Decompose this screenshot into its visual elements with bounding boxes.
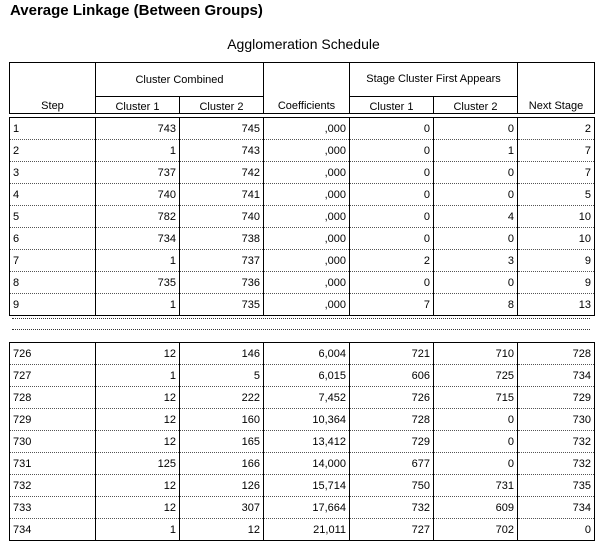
- table-cell: 1: [96, 140, 180, 162]
- table-cell: 677: [350, 453, 434, 475]
- table-cell: 782: [96, 206, 180, 228]
- column-group-cluster-combined: Cluster Combined: [96, 63, 264, 97]
- table-cell: 160: [180, 409, 264, 431]
- table-cell: 1: [96, 294, 180, 316]
- table-cell: 0: [350, 228, 434, 250]
- table-row: [10, 228, 595, 250]
- table-header: [9, 62, 595, 114]
- table-cell: 743: [96, 118, 180, 140]
- table-cell: 606: [350, 365, 434, 387]
- table-cell: 1: [10, 118, 96, 140]
- table-cell: 1: [96, 250, 180, 272]
- table-cell: 0: [434, 184, 518, 206]
- table-cell: ,000: [264, 228, 350, 250]
- table-cell: 5: [10, 206, 96, 228]
- table-cell: 734: [518, 497, 595, 519]
- table-cell: 726: [10, 343, 96, 365]
- table-cell: 745: [180, 118, 264, 140]
- table-cell: 7: [10, 250, 96, 272]
- table-cell: 730: [518, 409, 595, 431]
- table-cell: 735: [96, 272, 180, 294]
- table-cell: 5: [180, 365, 264, 387]
- table-cell: 735: [518, 475, 595, 497]
- table-cell: 15,714: [264, 475, 350, 497]
- table-cell: 12: [96, 475, 180, 497]
- table-cell: 734: [96, 228, 180, 250]
- table-row: [10, 453, 595, 475]
- table-cell: 732: [518, 431, 595, 453]
- table-cell: 7: [518, 140, 595, 162]
- table-cell: 12: [96, 497, 180, 519]
- table-cell: 2: [10, 140, 96, 162]
- table-cell: 1: [96, 365, 180, 387]
- table-cell: 17,664: [264, 497, 350, 519]
- table-cell: 0: [434, 453, 518, 475]
- table-cell: 10: [518, 206, 595, 228]
- table-cell: 14,000: [264, 453, 350, 475]
- table-body-top: [9, 117, 595, 316]
- table-cell: 0: [350, 118, 434, 140]
- table-cell: 731: [434, 475, 518, 497]
- table-cell: 730: [10, 431, 96, 453]
- table-cell: 725: [434, 365, 518, 387]
- table-cell: 3: [10, 162, 96, 184]
- table-cell: 12: [96, 431, 180, 453]
- table-cell: 737: [180, 250, 264, 272]
- table-cell: 8: [434, 294, 518, 316]
- column-header-cluster1: Cluster 1: [96, 97, 180, 114]
- table-cell: 5: [518, 184, 595, 206]
- table-row: [10, 475, 595, 497]
- table-cell: 710: [434, 343, 518, 365]
- table-cell: ,000: [264, 250, 350, 272]
- table-row: [10, 118, 595, 140]
- table-cell: 740: [96, 184, 180, 206]
- table-cell: 721: [350, 343, 434, 365]
- table-cell: ,000: [264, 206, 350, 228]
- table-cell: 729: [518, 387, 595, 409]
- table-cell: 1: [434, 140, 518, 162]
- table-cell: 21,011: [264, 519, 350, 541]
- table-cell: 307: [180, 497, 264, 519]
- table-cell: 2: [350, 250, 434, 272]
- column-header-step: Step: [10, 63, 96, 114]
- table-cell: 736: [180, 272, 264, 294]
- table-row: [10, 272, 595, 294]
- table-cell: 2: [518, 118, 595, 140]
- table-row: [10, 365, 595, 387]
- table-row: [10, 184, 595, 206]
- table-cell: 12: [180, 519, 264, 541]
- table-cell: 7: [518, 162, 595, 184]
- table-row: [10, 431, 595, 453]
- table-cell: 13,412: [264, 431, 350, 453]
- table-cell: 7,452: [264, 387, 350, 409]
- output-heading: Average Linkage (Between Groups): [10, 2, 263, 19]
- table-cell: 728: [10, 387, 96, 409]
- table-cell: 4: [10, 184, 96, 206]
- table-cell: 0: [350, 162, 434, 184]
- table-cell: 726: [350, 387, 434, 409]
- table-cell: 126: [180, 475, 264, 497]
- table-cell: 0: [434, 409, 518, 431]
- table-cell: 727: [10, 365, 96, 387]
- table-cell: 715: [434, 387, 518, 409]
- table-cell: 9: [518, 250, 595, 272]
- table-cell: 4: [434, 206, 518, 228]
- table-cell: 609: [434, 497, 518, 519]
- table-cell: 732: [10, 475, 96, 497]
- table-caption: Agglomeration Schedule: [227, 36, 380, 52]
- table-cell: ,000: [264, 162, 350, 184]
- table-cell: 0: [434, 228, 518, 250]
- table-cell: 732: [350, 497, 434, 519]
- table-cell: 7: [350, 294, 434, 316]
- table-cell: 12: [96, 387, 180, 409]
- table-cell: ,000: [264, 118, 350, 140]
- table-row: [10, 140, 595, 162]
- table-row: [10, 409, 595, 431]
- table-cell: 0: [350, 272, 434, 294]
- table-row: [10, 162, 595, 184]
- table-cell: 12: [96, 409, 180, 431]
- table-cell: 0: [518, 519, 595, 541]
- column-header-next-stage: Next Stage: [518, 63, 595, 114]
- table-cell: 0: [434, 118, 518, 140]
- table-cell: 743: [180, 140, 264, 162]
- table-cell: 1: [96, 519, 180, 541]
- table-row: [10, 206, 595, 228]
- table-cell: 125: [96, 453, 180, 475]
- table-cell: 738: [180, 228, 264, 250]
- table-cell: 0: [434, 431, 518, 453]
- table-cell: 0: [350, 140, 434, 162]
- column-group-stage-first-appears: Stage Cluster First Appears: [350, 63, 518, 97]
- table-cell: 734: [518, 365, 595, 387]
- table-cell: 728: [350, 409, 434, 431]
- table-cell: ,000: [264, 140, 350, 162]
- table-row: [10, 497, 595, 519]
- column-header-coefficients: Coefficients: [264, 63, 350, 114]
- table-body-bottom: [9, 342, 595, 541]
- table-row: [10, 250, 595, 272]
- table-cell: 222: [180, 387, 264, 409]
- column-header-cluster2: Cluster 2: [180, 97, 264, 114]
- table-cell: 166: [180, 453, 264, 475]
- table-cell: 6: [10, 228, 96, 250]
- table-cell: 6,015: [264, 365, 350, 387]
- table-cell: 10,364: [264, 409, 350, 431]
- table-cell: 733: [10, 497, 96, 519]
- table-cell: 729: [350, 431, 434, 453]
- table-cell: 3: [434, 250, 518, 272]
- table-cell: 10: [518, 228, 595, 250]
- table-cell: 729: [10, 409, 96, 431]
- table-cell: 0: [350, 206, 434, 228]
- table-cell: ,000: [264, 272, 350, 294]
- table-cell: 6,004: [264, 343, 350, 365]
- table-cell: 740: [180, 206, 264, 228]
- table-cell: 750: [350, 475, 434, 497]
- omitted-rows-separator: [12, 318, 590, 330]
- table-cell: 12: [96, 343, 180, 365]
- table-cell: 741: [180, 184, 264, 206]
- table-cell: ,000: [264, 184, 350, 206]
- table-cell: 728: [518, 343, 595, 365]
- table-cell: 9: [10, 294, 96, 316]
- table-cell: 737: [96, 162, 180, 184]
- table-cell: 734: [10, 519, 96, 541]
- table-cell: 146: [180, 343, 264, 365]
- table-cell: 735: [180, 294, 264, 316]
- table-cell: 13: [518, 294, 595, 316]
- table-cell: 731: [10, 453, 96, 475]
- table-cell: 9: [518, 272, 595, 294]
- table-cell: 0: [434, 272, 518, 294]
- table-cell: 742: [180, 162, 264, 184]
- table-row: [10, 387, 595, 409]
- table-cell: ,000: [264, 294, 350, 316]
- table-cell: 727: [350, 519, 434, 541]
- table-cell: 165: [180, 431, 264, 453]
- table-row: [10, 343, 595, 365]
- table-cell: 8: [10, 272, 96, 294]
- table-cell: 732: [518, 453, 595, 475]
- table-cell: 0: [350, 184, 434, 206]
- table-cell: 702: [434, 519, 518, 541]
- table-cell: 0: [434, 162, 518, 184]
- table-row: [10, 519, 595, 541]
- table-row: [10, 294, 595, 316]
- column-header-stage-cluster2: Cluster 2: [434, 97, 518, 114]
- column-header-stage-cluster1: Cluster 1: [350, 97, 434, 114]
